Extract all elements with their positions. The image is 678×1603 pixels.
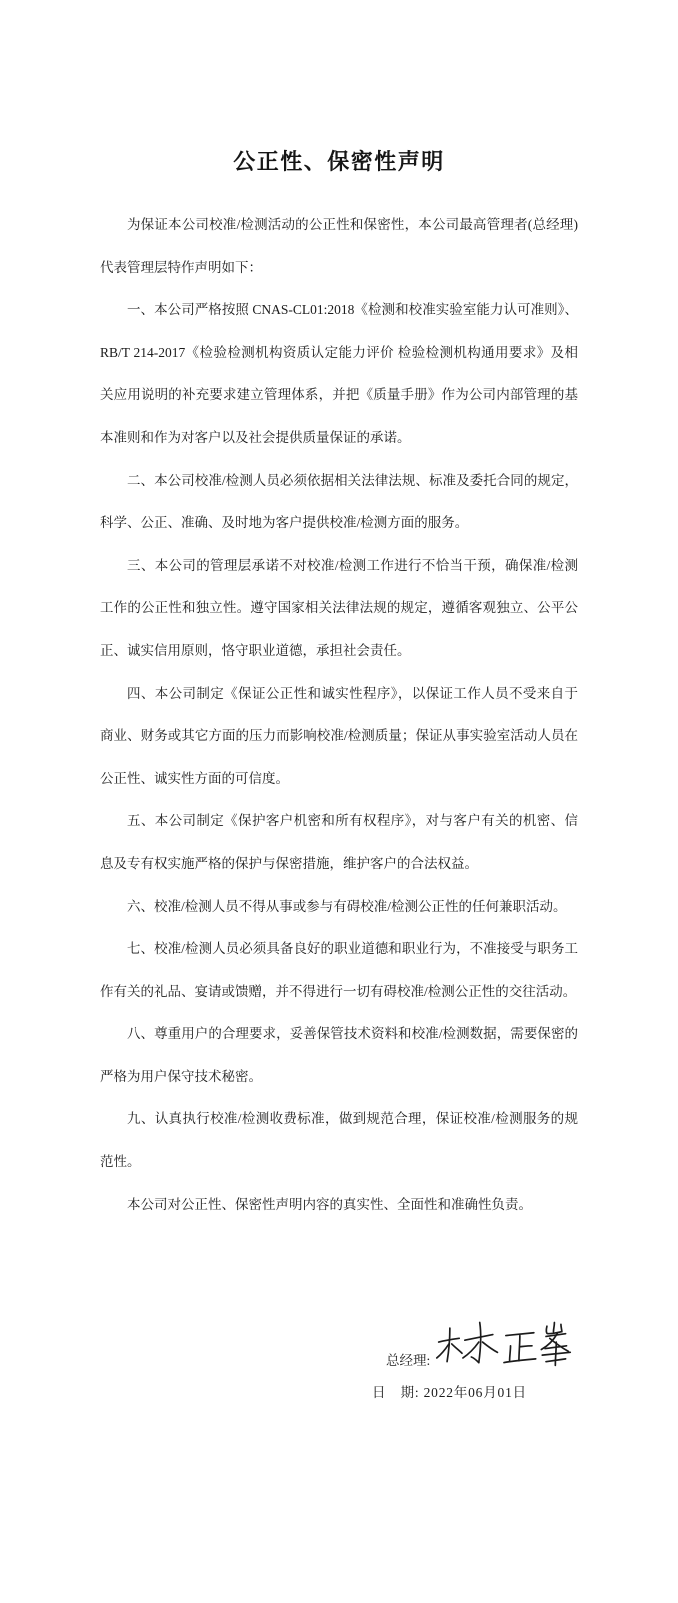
- statement-item-7: 七、校准/检测人员必须具备良好的职业道德和职业行为，不准接受与职务工作有关的礼品、宴请或馈赠，并不得进行一切有碍校准/检测公正性的交往活动。: [100, 941, 578, 999]
- general-manager-label: 总经理:: [386, 1353, 431, 1368]
- document-body: [100, 204, 578, 1226]
- date-line: 日 期: 2022年06月01日: [372, 1385, 527, 1400]
- statement-item-9: 九、认真执行校准/检测收费标准，做到规范合理，保证校准/检测服务的规范性。: [100, 1111, 578, 1170]
- statement-item-1: 一、本公司严格按照 CNAS-CL01:2018《检测和校准实验室能力认可准则》、RB/T 214-2017《检验检测机构资质认定能力评价 检验检测机构通用要求》及相关应用说明的补充要求建立管理体系，并把《质量手册》作为公司内部管理的基本准则和作为对客户以及社会提供质量保证的承诺。: [100, 302, 578, 445]
- statement-item-8: 八、尊重用户的合理要求，妥善保管技术资料和校准/检测数据，需要保密的严格为用户保守技术秘密。: [100, 1026, 578, 1084]
- statement-item-5: 五、本公司制定《保护客户机密和所有权程序》，对与客户有关的机密、信息及专有权实施严格的保护与保密措施，维护客户的合法权益。: [100, 813, 578, 871]
- intro-paragraph: 为保证本公司校准/检测活动的公正性和保密性，本公司最高管理者(总经理)代表管理层特作声明如下：: [100, 217, 578, 275]
- handwritten-signature: [434, 1318, 574, 1368]
- statement-item-3: 三、本公司的管理层承诺不对校准/检测工作进行不恰当干预，确保准/检测工作的公正性和独立性。遵守国家相关法律法规的规定，遵循客观独立、公平公正、诚实信用原则，恪守职业道德，承担社会责任。: [100, 557, 578, 658]
- statement-item-4: 四、本公司制定《保证公正性和诚实性程序》，以保证工作人员不受来自于商业、财务或其它方面的压力而影响校准/检测质量；保证从事实验室活动人员在公正性、诚实性方面的可信度。: [100, 685, 578, 786]
- closing-paragraph: 本公司对公正性、保密性声明内容的真实性、全面性和准确性负责。: [127, 1196, 532, 1212]
- statement-item-6: 六、校准/检测人员不得从事或参与有碍校准/检测公正性的任何兼职活动。: [127, 898, 567, 914]
- statement-item-2: 二、本公司校准/检测人员必须依据相关法律法规、标准及委托合同的规定，科学、公正、准确、及时地为客户提供校准/检测方面的服务。: [100, 472, 578, 531]
- document-title: 公正性、保密性声明: [233, 149, 445, 174]
